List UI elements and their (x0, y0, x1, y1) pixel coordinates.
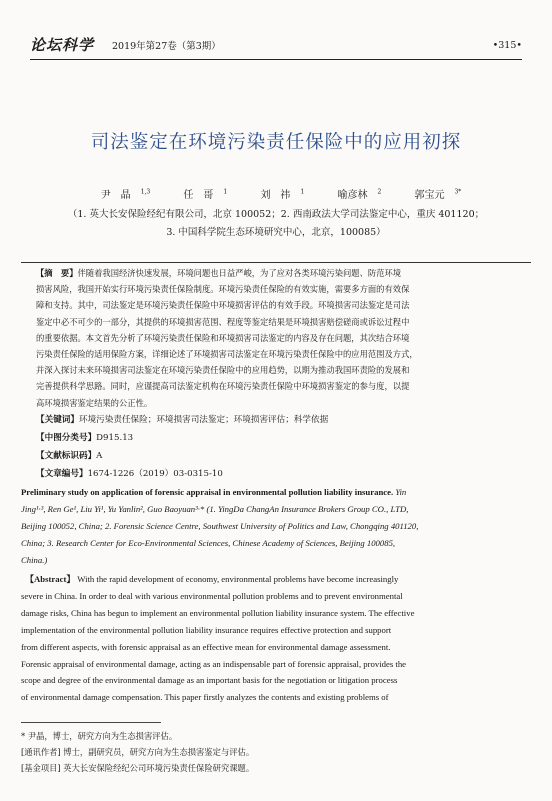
affiliation-line: （1. 英大长安保险经纪有限公司，北京 100052；2. 西南政法大学司法鉴定中心，重庆 401120； (67, 209, 485, 220)
footnote: [通讯作者] 博士，副研究员，研究方向为生态损害鉴定与评估。 (21, 747, 255, 757)
footnote-rule (21, 722, 161, 723)
english-author-line: Jing¹·³, Ren Ge¹, Liu Yi¹, Yu Yanlin², Guo Baoyuan³·* (1. YingDa ChangAn Insurance Brokers Group CO., LTD, (21, 503, 409, 514)
abstract-en (21, 571, 531, 706)
page-number: •315• (492, 40, 522, 51)
abstract-en-line: Forensic appraisal of environmental damage, acting as an indispensable part of forensic appraisal, provides the (21, 658, 407, 669)
author-list (0, 186, 552, 201)
abstract-cn-line: 污染责任保险的适用保险方案，详细论述了环境损害司法鉴定在环境污染责任保险中的应用范围及方式， (36, 349, 418, 360)
abstract-en-line: 【Abstract】 With the rapid development of economy, environmental problems have become increasingly (25, 574, 399, 584)
abstract-cn-line: 高环境损害鉴定结果的公正性。 (36, 397, 153, 408)
english-affiliation-line: China.) (21, 554, 48, 565)
abstract-en-line: scope and degree of the environmental damage as an important basis for the negotiation or litigation process (21, 675, 398, 686)
running-header (30, 34, 522, 56)
abstract-cn-line: 【摘 要】伴随着我国经济快速发展，环境问题也日益严峻，为了应对各类环境污染问题、防范环境 (36, 268, 402, 278)
abstract-cn-line: 完善提供科学思路。同时，应谨提高司法鉴定机构在环境污染责任保险中环境损害鉴定的参与度，以提 (36, 381, 410, 392)
header-rule (30, 59, 522, 60)
issue-info: 2019年第27卷（第3期） (112, 41, 221, 52)
author: 任 哥 $^1$ (183, 188, 228, 201)
journal-name: 论坛科学 (30, 36, 95, 54)
abstract-cn-line: 鉴定中必不可少的一部分，其提供的环境损害范围、程度等鉴定结果是环境损害赔偿磋商或诉讼过程中 (36, 316, 410, 327)
paper-title: 司法鉴定在环境污染责任保险中的应用初探 (90, 132, 462, 153)
author: 尹 晶 $^{1,3}$ (100, 188, 151, 201)
affiliation-line: 3. 中国科学院生态环境研究中心，北京，100085） (166, 227, 386, 238)
english-affiliation-line: Beijing 100052, China; 2. Forensic Science Centre, Southwest University of Politics and Law, Chongqing 401120, (21, 520, 419, 531)
footnote: * 尹晶，博士，研究方向为生态损害评估。 (21, 731, 178, 741)
abstract-cn-line: 损害风险，我国开始实行环境污染责任保险制度。环境污染责任保险的有效实施，需要多方面的有效保 (36, 284, 410, 295)
english-header (21, 484, 531, 569)
abstract-en-line: severe in China. In order to deal with various environmental pollution problems and to prevent environmental (21, 590, 403, 601)
abstract-en-line: of environmental damage compensation. This paper firstly analyzes the contents and existing problems of (21, 692, 389, 703)
keywords: 【关键词】环境污染责任保险；环境损害司法鉴定；环境损害评估；科学依据 (36, 415, 329, 425)
abstract-cn-line: 的重要依据。本文首先分析了环境污染责任保险和环境损害司法鉴定的内容及存在问题，其次结合环境 (36, 332, 410, 343)
footnote: [基金项目] 英大长安保险经纪公司环境污染责任保险研究课题。 (21, 763, 255, 773)
author: 郭宝元 $^{3*}$ (414, 188, 462, 201)
abstract-en-line: from different aspects, with forensic appraisal as an effective mean for environmental damage assessment. (21, 641, 391, 652)
author: 刘 祎 $^1$ (260, 188, 305, 201)
article-number: 【文章编号】1674-1226（2019）03-0315-10 (36, 469, 223, 479)
abstract-cn-line: 障和支持。其中，司法鉴定是环境污染责任保险中环境损害评估的有效手段。环境损害司法鉴定是司法 (36, 300, 410, 311)
author: 喻彦林 $^2$ (337, 188, 382, 201)
abstract-en-line: damage risks, China has begun to implement an environmental pollution liability insurance system. The effective (21, 607, 415, 618)
abstract-en-line: implementation of the environmental pollution liability insurance requires effective protection and support (21, 624, 392, 635)
english-affiliation-line: China; 3. Research Center for Eco-Environmental Sciences, Chinese Academy of Sciences, Beijing 100085, (21, 537, 396, 548)
abstract-cn (36, 265, 516, 411)
document-code: 【文献标识码】A (36, 451, 103, 461)
abstract-cn-line: 并深入探讨未来环境损害司法鉴定在环境污染责任保险中的应用趋势，以期为推动我国环责险的发展和 (36, 365, 410, 376)
clc-number: 【中图分类号】D915.13 (36, 433, 134, 443)
english-title-line: Preliminary study on application of forensic appraisal in environmental pollution liability insurance. Yin (21, 487, 407, 497)
